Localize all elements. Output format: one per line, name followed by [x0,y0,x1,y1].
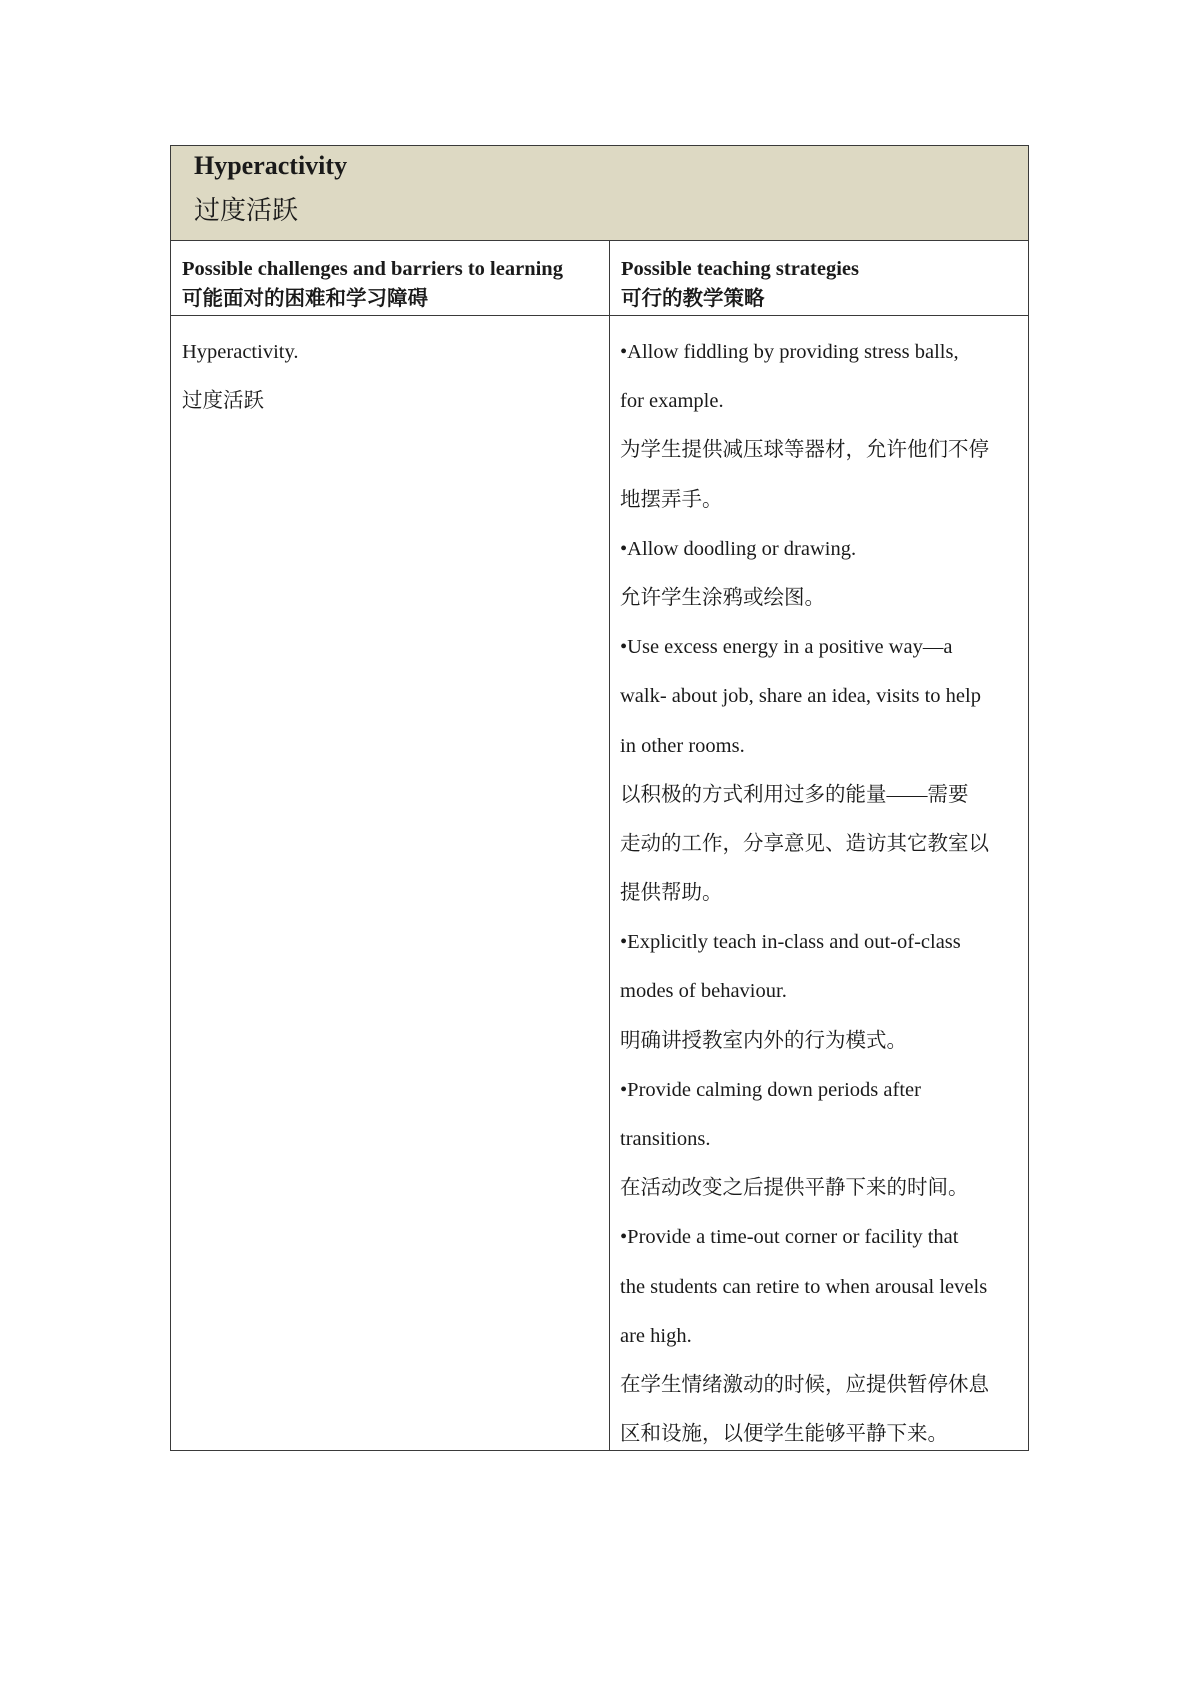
strategy-line: •Explicitly teach in-class and out-of-class [620,931,961,954]
strategy-line: walk- about job, share an idea, visits to help [620,685,981,708]
table-title-zh: 过度活跃 [194,196,299,225]
challenges-cell [171,316,610,1450]
challenges-header-en: Possible challenges and barriers to learning [182,258,563,280]
strategies-header-en: Possible teaching strategies [621,258,859,280]
strategies-header [610,241,1028,315]
strategy-line: for example. [620,390,724,413]
strategy-line: 走动的工作，分享意见、造访其它教室以 [620,832,989,855]
strategy-table [170,145,1029,1451]
strategy-line: 提供帮助。 [620,882,723,905]
strategy-line: •Allow fiddling by providing stress balls, [620,341,959,363]
strategy-line: in other rooms. [620,734,745,757]
strategy-line: 地摆弄手。 [620,488,723,511]
challenges-header-zh: 可能面对的困难和学习障碍 [182,288,428,310]
strategy-line: 在学生情绪激动的时候，应提供暂停休息 [620,1373,989,1396]
strategy-line: •Use excess energy in a positive way—a [620,636,953,659]
strategy-line: 明确讲授教室内外的行为模式。 [620,1029,907,1052]
challenge-text-en: Hyperactivity. [182,341,299,363]
strategy-line: 区和设施，以便学生能够平静下来。 [620,1423,948,1446]
strategy-line: the students can retire to when arousal levels [620,1275,988,1298]
challenge-text-zh: 过度活跃 [182,390,264,413]
strategy-line: 为学生提供减压球等器材，允许他们不停 [620,439,989,462]
column-header-row [171,241,1028,316]
strategy-line: transitions. [620,1128,711,1150]
table-title-cell [171,146,1028,241]
table-title-en: Hyperactivity [194,151,348,180]
challenges-header [171,241,610,315]
strategy-line: •Provide a time-out corner or facility that [620,1226,959,1249]
strategy-line: •Provide calming down periods after [620,1078,921,1101]
strategies-cell [610,316,1028,1450]
strategy-line: 允许学生涂鸦或绘图。 [620,586,825,609]
strategy-line: 以积极的方式利用过多的能量——需要 [620,783,969,806]
strategy-line: are high. [620,1324,692,1347]
strategy-line: •Allow doodling or drawing. [620,537,857,560]
strategy-line: modes of behaviour. [620,980,787,1003]
strategy-line: 在活动改变之后提供平静下来的时间。 [620,1177,969,1200]
content-row [171,316,1028,1450]
strategies-header-zh: 可行的教学策略 [621,288,765,310]
